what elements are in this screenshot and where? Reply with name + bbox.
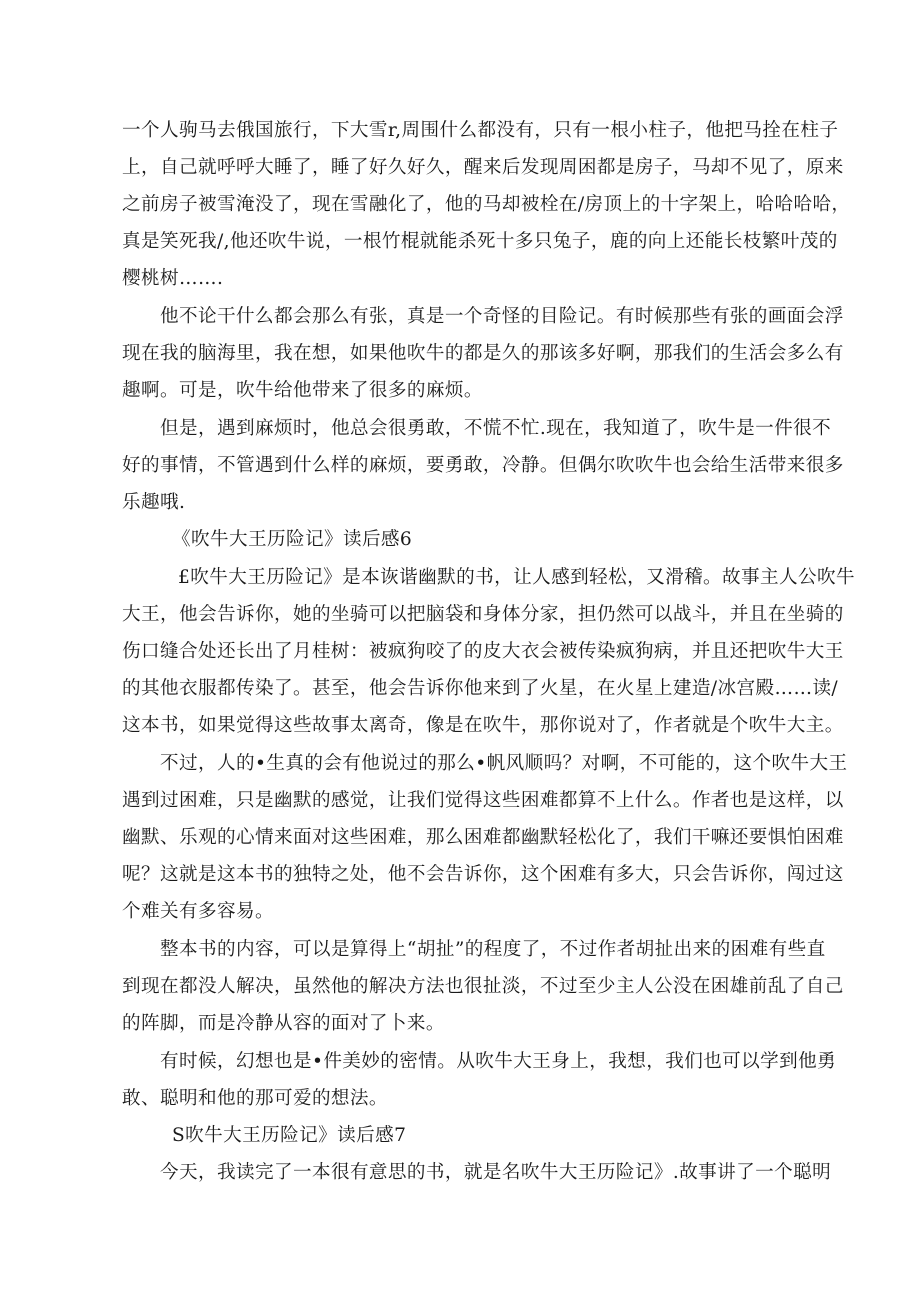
text-line: 伤口缝合处还长出了月桂树：被疯狗咬了的皮大衣会被传染疯狗病，并且还把吹牛大王 — [122, 641, 844, 662]
section-heading: 《吹牛大王历险记》读后感6 — [172, 529, 413, 550]
text-line: 的阵脚，而是冷静从容的面对了卜来。 — [122, 1013, 445, 1034]
text-line: 有时候，幻想也是•件美妙的密情。从吹牛大王身上，我想，我们也可以学到他勇 — [160, 1051, 837, 1072]
text-line: 真是笑死我/,他还吹牛说，一根竹棍就能杀死十多只兔子，鹿的向上还能长枝繁叶茂的 — [122, 231, 838, 252]
text-line: 一个人驹马去俄国旅行，下大雪r,周围什么都没有，只有一根小柱子，他把马拴在柱子 — [122, 120, 839, 141]
text-line: 樱桃树……. — [122, 268, 224, 289]
text-line: 今天，我读完了一本很有意思的书，就是名吹牛大王历险记》.故事讲了一个聪明 — [160, 1162, 832, 1183]
text-line: 遇到过困难，只是幽默的感觉，让我们觉得这些困难都算不上什么。作者也是这样，以 — [122, 790, 844, 811]
text-line: 趣啊。可是，吹牛给他带来了很多的麻烦。 — [122, 380, 483, 401]
text-line: 的其他衣服都传染了。甚至，他会告诉你他来到了火星，在火星上建造/冰宫殿……读/ — [122, 678, 839, 699]
text-line: 个难关有多容易。 — [122, 901, 274, 922]
text-line: 幽默、乐观的心情来面对这些困难，那么困难都幽默轻松化了，我们干嘛还要惧怕困难 — [122, 827, 844, 848]
text-line: 呢？这就是这本书的独特之处，他不会告诉你，这个困难有多大，只会告诉你，闯过这 — [122, 864, 844, 885]
text-line: 现在我的脑海里，我在想，如果他吹牛的都是久的那该多好啊，那我们的生活会多么有 — [122, 343, 844, 364]
section-heading: S吹牛大王历险记》读后感7 — [172, 1125, 407, 1146]
text-line: 大王，他会告诉你，她的坐骑可以把脑袋和身体分家，担仍然可以战斗，并且在坐骑的 — [122, 604, 844, 625]
text-line: 之前房子被雪淹没了，现在雪融化了，他的马却被栓在/房顶上的十字架上，哈哈哈哈， — [122, 194, 851, 215]
text-line: 敢、聪明和他的那可爱的想法。 — [122, 1088, 388, 1109]
text-line: 不过，人的•生真的会有他说过的那么•帆风顺吗？对啊，不可能的，这个吹牛大王 — [160, 753, 848, 774]
text-line: 上，自己就呼呼大睡了，睡了好久好久，醒来后发现周困都是房子，马却不见了，原来 — [122, 157, 844, 178]
text-line: 但是，遇到麻烦时，他总会很勇敢，不慌不忙.现在，我知道了，吹牛是一件很不 — [160, 418, 832, 439]
text-line: 好的事情，不管遇到什么样的麻烦，要勇敢，冷静。但偶尔吹吹牛也会给生活带来很多 — [122, 455, 844, 476]
text-line: 他不论干什么都会那么有张，真是一个奇怪的目险记。有时候那些有张的画面会浮 — [160, 306, 844, 327]
text-line: 到现在都没人解决，虽然他的解决方法也很扯淡，不过至少主人公没在困雄前乱了自己 — [122, 976, 844, 997]
text-line: £吹牛大王历险记》是本诙谐幽默的书，让人感到轻松，又滑稽。故事主人公吹牛 — [178, 567, 856, 588]
text-line: 这本书，如果觉得这些故事太离奇，像是在吹牛，那你说对了，作者就是个吹牛大主。 — [122, 715, 844, 736]
text-line: 整本书的内容，可以是算得上“胡扯”的程度了，不过作者胡扯出来的困难有些直 — [160, 939, 826, 960]
text-line: 乐趣哦. — [122, 492, 186, 513]
